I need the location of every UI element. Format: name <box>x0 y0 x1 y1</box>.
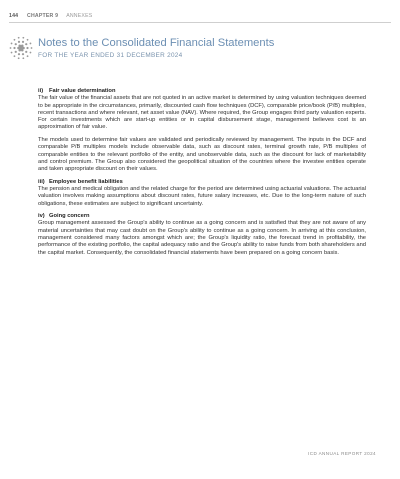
logo-dot <box>15 51 17 53</box>
chapter-label: CHAPTER 9 <box>27 13 59 19</box>
notes-content <box>38 86 366 262</box>
logo-dot <box>13 47 15 49</box>
logo-dot <box>11 43 13 45</box>
ornamental-logo-icon <box>9 36 33 60</box>
logo-dot <box>22 47 25 50</box>
section-number: iii) <box>38 178 45 185</box>
logo-dot <box>10 47 12 49</box>
section-employee-benefits <box>38 179 366 208</box>
section-title: Going concern <box>49 213 90 220</box>
page-header <box>9 11 391 21</box>
logo-dot <box>18 49 21 52</box>
section-heading <box>38 88 366 95</box>
paragraph: Group management assessed the Group's ability to continue as a going concern and is satisfied that they are not aware of any material uncertainties that may cast doubt on the Group's ability to continue as a going concern. In arriving at this conclusion, management considered many factors amongst which are; the Group's liquidity ratio, the forecast trend in profitability, the performance of the existing portfolio, the capital adequacy ratio and the Group's ability to raise funds from both shareholders and the capital market. Consequently, the consolidated financial statements have been prepared on a going concern basis. <box>38 220 366 256</box>
title-block <box>38 37 391 59</box>
logo-dot <box>18 37 20 39</box>
logo-dot <box>15 43 17 45</box>
page-footer: ICD ANNUAL REPORT 2024 <box>308 451 376 456</box>
logo-dot <box>25 43 27 45</box>
header-divider <box>9 22 391 23</box>
logo-dot <box>22 57 24 59</box>
logo-dot <box>17 47 20 50</box>
logo-dot <box>22 41 24 43</box>
logo-dot <box>18 41 20 43</box>
logo-dot <box>27 55 29 57</box>
logo-dot <box>18 53 20 55</box>
section-heading <box>38 179 366 186</box>
paragraph: The pension and medical obligation and the related charge for the period are determined using actuarial valuations. The actuarial valuation involves making assumptions about discount rates, future salary increases, etc. Due to the long-term nature of such obligations, these estimates are subject to significant uncertainty. <box>38 185 366 207</box>
paragraph: The fair value of the financial assets that are not quoted in an active market is determined by using valuation techniques deemed to be appropriate in the circumstances, primarily, discounted cash flow techniques (DCF), comparable price/book (P/B) multiples, recent transactions and where relevant, net asset value (NAV). Where required, the Group engages third party valuation experts. For certain investments which are start-up entities or in capital disbursement stage, management believes cost is an approximation of fair value. <box>38 95 366 131</box>
logo-dot <box>27 39 29 41</box>
logo-dot <box>25 51 27 53</box>
section-title: Fair value determination <box>49 88 116 94</box>
logo-dot <box>18 45 21 48</box>
logo-dot <box>14 39 16 41</box>
logo-dot <box>18 57 20 59</box>
logo-dot <box>14 55 16 57</box>
logo-dot <box>31 47 33 49</box>
section-label: ANNEXES <box>66 13 93 19</box>
logo-dot <box>21 49 24 52</box>
page-number: 144 <box>9 13 19 19</box>
page-title: Notes to the Consolidated Financial Statements <box>38 37 275 49</box>
section-heading <box>38 213 366 220</box>
section-number: iv) <box>38 213 45 220</box>
section-going-concern <box>38 213 366 257</box>
logo-dot <box>11 52 13 54</box>
page-subtitle: FOR THE YEAR ENDED 31 DECEMBER 2024 <box>38 52 183 59</box>
logo-dot <box>21 45 24 48</box>
section-number: ii) <box>38 88 44 94</box>
section-title: Employee benefit liabilities <box>49 178 123 185</box>
logo-dot <box>30 52 32 54</box>
logo-dot <box>22 37 24 39</box>
logo-dot <box>30 43 32 45</box>
logo-dot <box>26 47 28 49</box>
section-fair-value <box>38 88 366 173</box>
logo-dot <box>22 53 24 55</box>
paragraph: The models used to determine fair values are validated and periodically reviewed by management. The inputs in the DCF and comparable P/B multiples models include observable data, such as discount rates, terminal growth rate, P/B multiples of comparable entities to the relevant portfolio of the entity, and unobservable data, such as the discount for lack of marketability and control premium. The Group also considered the geopolitical situation of the countries where the investee entities operate and taken appropriate discount on their values. <box>38 136 366 173</box>
